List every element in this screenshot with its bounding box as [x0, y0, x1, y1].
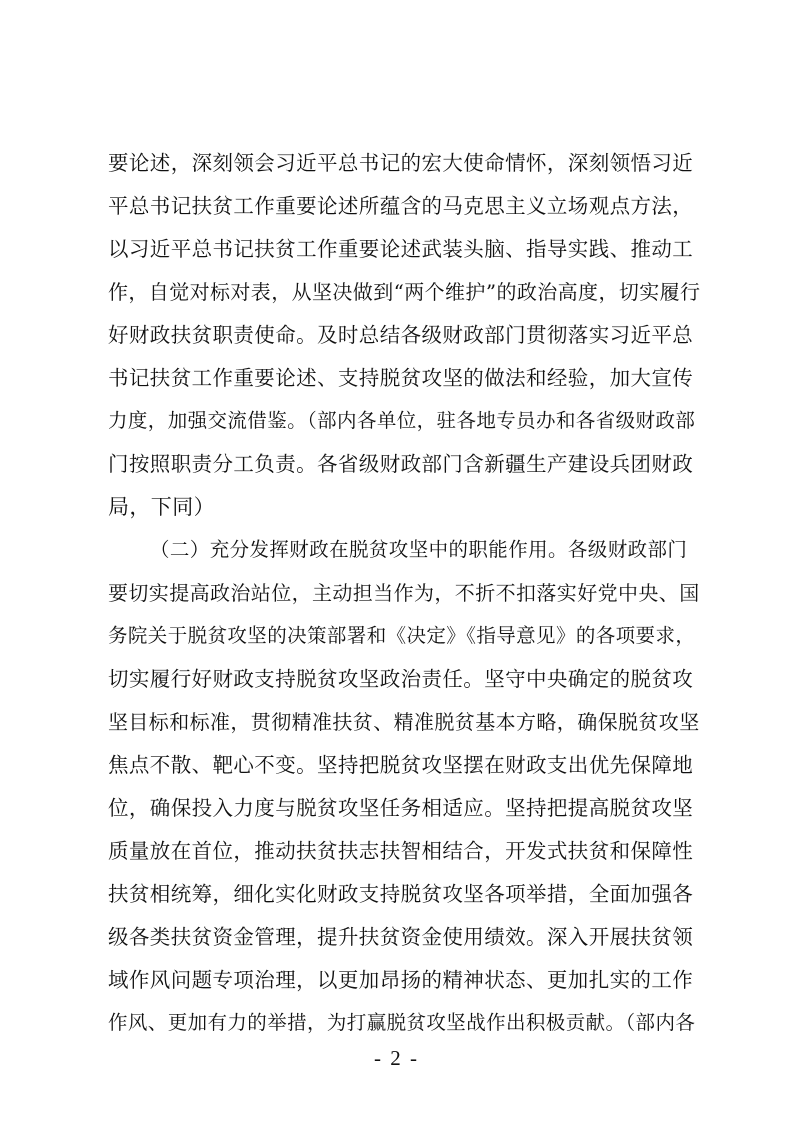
text-line: 要切实提高政治站位，主动担当作为，不折不扣落实好党中央、国 — [108, 581, 700, 605]
page-number: - 2 - — [374, 1046, 419, 1070]
section-heading-line: （二）充分发挥财政在脱贫攻坚中的职能作用。各级财政部门 — [150, 538, 688, 561]
text-line: 位，确保投入力度与脱贫攻坚任务相适应。坚持把提高脱贫攻坚 — [108, 796, 694, 820]
text-line: 要论述，深刻领会习近平总书记的宏大使命情怀，深刻领悟习近 — [108, 151, 694, 175]
text-line: 平总书记扶贫工作重要论述所蕴含的马克思主义立场观点方法， — [108, 194, 694, 218]
text-line: 作，自觉对标对表，从坚决做到“两个维护”的政治高度，切实履行 — [108, 280, 701, 304]
text-line: 以习近平总书记扶贫工作重要论述武装头脑、指导实践、推动工 — [108, 237, 694, 261]
text-line: 作风、更加有力的举措，为打赢脱贫攻坚战作出积极贡献。（部内各 — [108, 1011, 696, 1034]
text-line: 级各类扶贫资金管理，提升扶贫资金使用绩效。深入开展扶贫领 — [108, 925, 694, 949]
text-line: 务院关于脱贫攻坚的决策部署和《决定》《指导意见》的各项要求， — [108, 624, 696, 647]
text-line: 好财政扶贫职责使命。及时总结各级财政部门贯彻落实习近平总 — [108, 323, 694, 347]
text-line: 坚目标和标准，贯彻精准扶贫、精准脱贫基本方略，确保脱贫攻坚 — [108, 710, 700, 734]
text-line: 焦点不散、靶心不变。坚持把脱贫攻坚摆在财政支出优先保障地 — [108, 753, 694, 777]
text-line: 力度，加强交流借鉴。（部内各单位，驻各地专员办和各省级财政部 — [108, 409, 696, 432]
text-line: 书记扶贫工作重要论述、支持脱贫攻坚的做法和经验，加大宣传 — [108, 366, 694, 390]
text-line: 扶贫相统筹，细化实化财政支持脱贫攻坚各项举措，全面加强各 — [108, 882, 694, 906]
text-line: 切实履行好财政支持脱贫攻坚政治责任。坚守中央确定的脱贫攻 — [108, 667, 694, 691]
text-line: 域作风问题专项治理，以更加昂扬的精神状态、更加扎实的工作 — [108, 968, 694, 992]
text-line: 质量放在首位，推动扶贫扶志扶智相结合，开发式扶贫和保障性 — [108, 839, 694, 863]
text-line: 局，下同） — [108, 495, 215, 519]
text-line: 门按照职责分工负责。各省级财政部门含新疆生产建设兵团财政 — [108, 452, 694, 476]
